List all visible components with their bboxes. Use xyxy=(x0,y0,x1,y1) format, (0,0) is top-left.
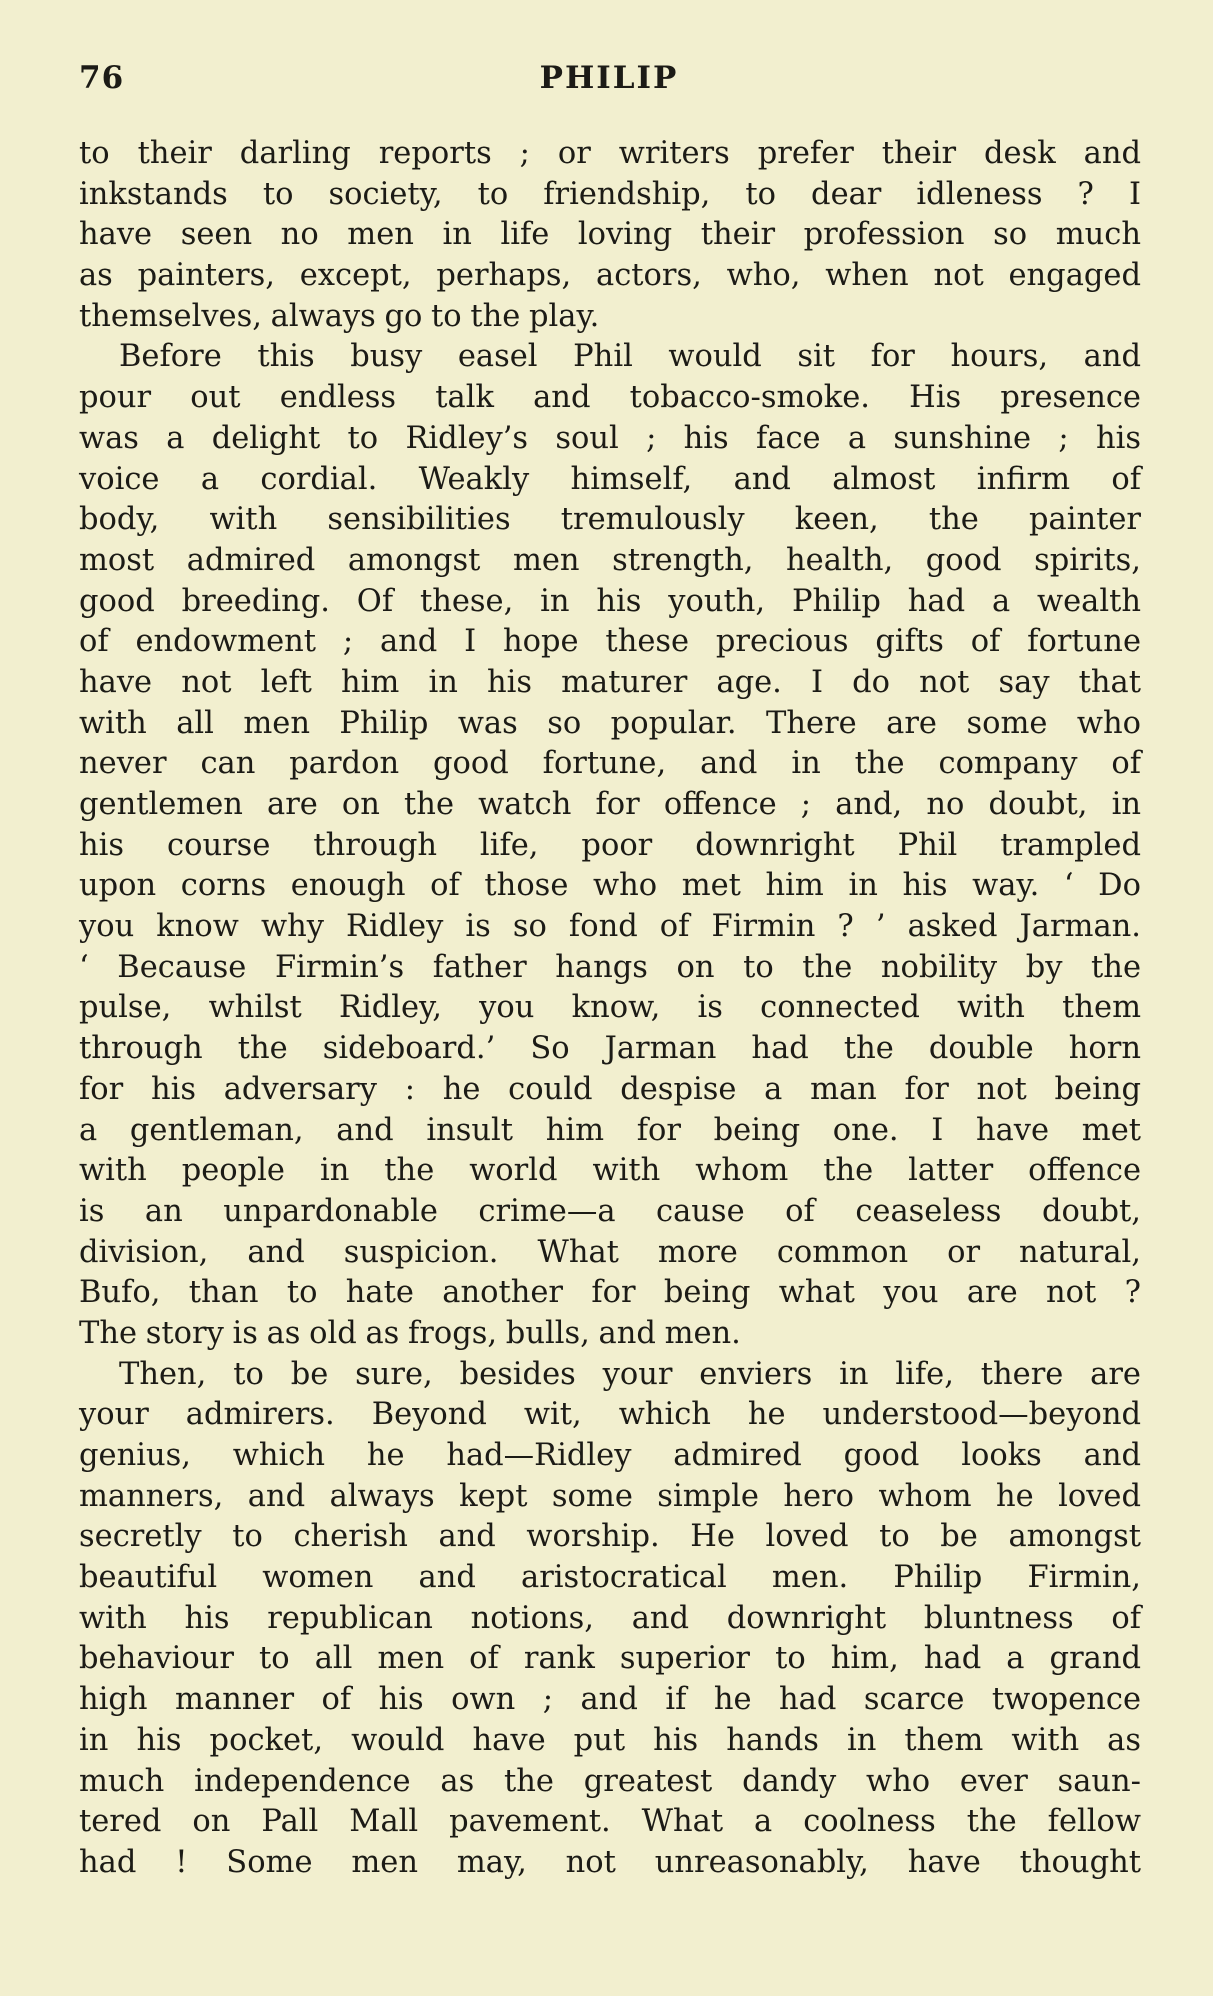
text-line: with all men Philip was so popular. There are some who xyxy=(79,705,1141,741)
text-line: much independence as the greatest dandy who ever saun- xyxy=(79,1763,1141,1799)
text-line: Bufo, than to hate another for being what you are not ? xyxy=(79,1275,1141,1311)
text-line: inkstands to society, to friendship, to dear idleness ? I xyxy=(79,176,1141,212)
text-line: as painters, except, perhaps, actors, who, when not engaged xyxy=(79,258,1141,294)
text-line: for his adversary : he could despise a man for not being xyxy=(79,1071,1141,1107)
text-line: your admirers. Beyond wit, which he understood—beyond xyxy=(79,1397,1141,1433)
text-line: good breeding. Of these, in his youth, Philip had a wealth xyxy=(79,583,1141,619)
page-header xyxy=(79,60,1139,108)
text-line: his course through life, poor downright Phil trampled xyxy=(79,827,1141,863)
text-line: themselves, always go to the play. xyxy=(79,298,600,334)
text-line: with people in the world with whom the latter offence xyxy=(79,1153,1141,1189)
page-number: 76 xyxy=(79,60,125,96)
text-line: you know why Ridley is so fond of Firmin ? ’ asked Jarman. xyxy=(79,909,1141,945)
text-line: of endowment ; and I hope these precious gifts of fortune xyxy=(79,624,1141,660)
text-line: a gentleman, and insult him for being one. I have met xyxy=(79,1112,1141,1148)
text-line: is an unpardonable crime—a cause of ceaseless doubt, xyxy=(79,1193,1141,1229)
text-line: high manner of his own ; and if he had scarce twopence xyxy=(79,1682,1141,1718)
text-line: Before this busy easel Phil would sit for hours, and xyxy=(119,339,1141,375)
text-line: beautiful women and aristocratical men. Philip Firmin, xyxy=(79,1560,1141,1596)
text-line: upon corns enough of those who met him in his way. ‘ Do xyxy=(79,868,1141,904)
text-line: never can pardon good fortune, and in the company of xyxy=(79,746,1141,782)
body-text xyxy=(79,134,1141,1884)
text-line: body, with sensibilities tremulously keen, the painter xyxy=(79,502,1141,538)
text-line: have not left him in his maturer age. I do not say that xyxy=(79,664,1141,700)
text-line: manners, and always kept some simple hero whom he loved xyxy=(79,1478,1141,1514)
text-line: through the sideboard.’ So Jarman had the double horn xyxy=(79,1031,1141,1067)
text-line: The story is as old as frogs, bulls, and men. xyxy=(79,1315,741,1351)
text-line: secretly to cherish and worship. He loved to be amongst xyxy=(79,1519,1141,1555)
text-line: have seen no men in life loving their profession so much xyxy=(79,217,1141,253)
text-line: gentlemen are on the watch for offence ; and, no doubt, in xyxy=(79,787,1141,822)
text-line: pour out endless talk and tobacco-smoke. His presence xyxy=(79,380,1141,416)
text-line: most admired amongst men strength, health, good spirits, xyxy=(79,542,1141,578)
text-line: behaviour to all men of rank superior to him, had a grand xyxy=(79,1641,1141,1677)
text-line: with his republican notions, and downright bluntness of xyxy=(79,1600,1141,1636)
text-line: was a delight to Ridley’s soul ; his face a sunshine ; his xyxy=(79,420,1141,456)
running-title: PHILIP xyxy=(539,60,679,96)
text-line: to their darling reports ; or writers prefer their desk and xyxy=(79,136,1141,171)
text-line: Then, to be sure, besides your enviers in life, there are xyxy=(119,1356,1141,1392)
text-line: in his pocket, would have put his hands in them with as xyxy=(79,1722,1141,1758)
text-line: voice a cordial. Weakly himself, and almost infirm of xyxy=(79,461,1141,497)
text-line: tered on Pall Mall pavement. What a coolness the fellow xyxy=(79,1804,1141,1840)
text-line: genius, which he had—Ridley admired good looks and xyxy=(79,1438,1141,1473)
text-line: ‘ Because Firmin’s father hangs on to the nobility by the xyxy=(79,949,1141,985)
text-line: had ! Some men may, not unreasonably, have thought xyxy=(79,1844,1141,1880)
text-line: division, and suspicion. What more common or natural, xyxy=(79,1234,1141,1270)
text-line: pulse, whilst Ridley, you know, is connected with them xyxy=(79,990,1141,1026)
